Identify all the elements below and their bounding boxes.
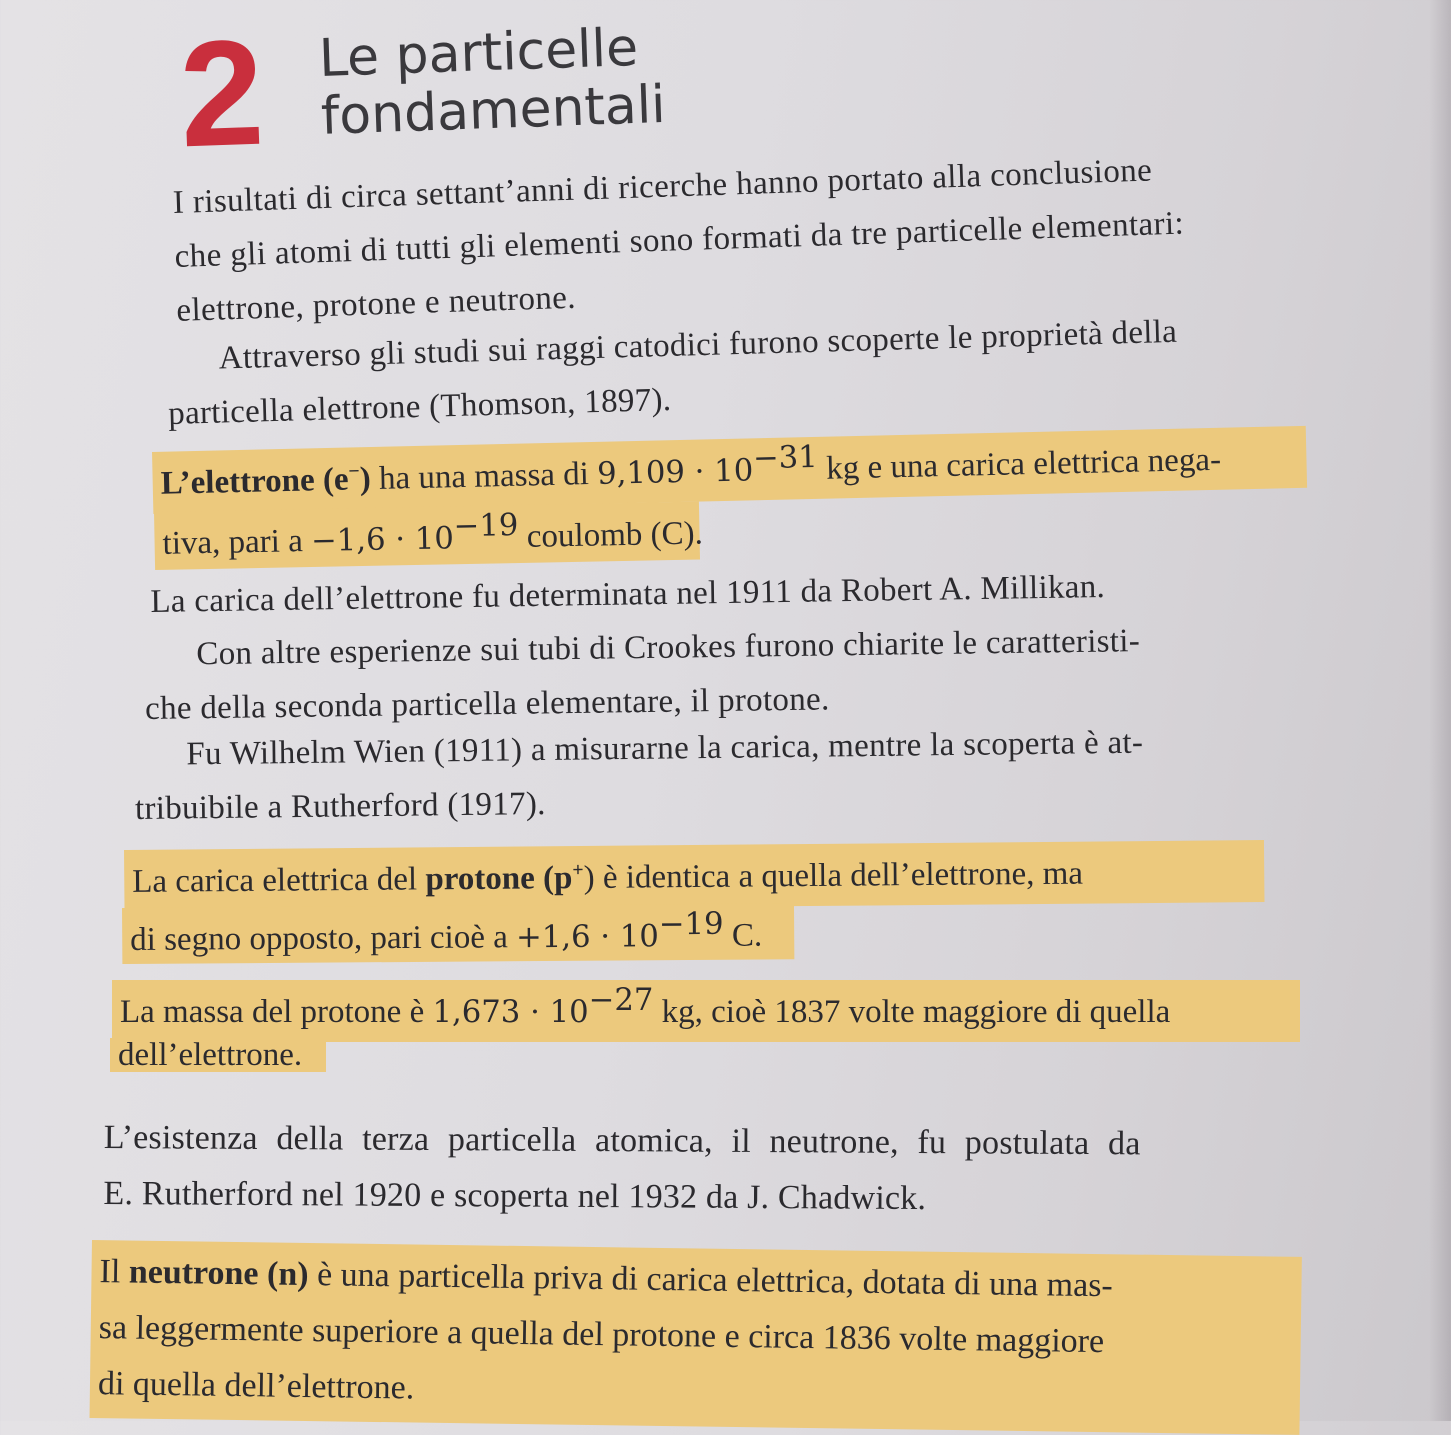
paragraph-wien bbox=[134, 716, 1144, 836]
paragraph-line: Fu Wilhelm Wien (1911) a misurarne la carica, mentre la scoperta è at- bbox=[186, 724, 1144, 773]
paragraph-line: che gli atomi di tutti gli elementi sono formati da tre particelle elementari: bbox=[174, 205, 1185, 275]
highlight-text: kg e una carica elettrica nega- bbox=[817, 441, 1222, 487]
proton-charge: +1,6 · 10 bbox=[515, 919, 660, 956]
symbol-electron-close: ) bbox=[359, 461, 372, 498]
highlight-text: coulomb (C). bbox=[518, 515, 704, 556]
highlight-line bbox=[120, 983, 1292, 1042]
highlight-line bbox=[130, 906, 786, 970]
highlight-line bbox=[160, 432, 1299, 514]
paragraph-line: La carica dell’elettrone fu determinata nel 1911 da Robert A. Millikan. bbox=[150, 569, 1106, 620]
symbol-electron-sup: − bbox=[348, 460, 360, 483]
symbol-proton-sup: + bbox=[572, 858, 584, 882]
highlight-protone-massa-line-2 bbox=[110, 1038, 326, 1072]
electron-charge: −1,6 · 10 bbox=[310, 521, 455, 559]
highlight-text: ha una massa di bbox=[370, 455, 598, 498]
paragraph-line: elettrone, protone e neutrone. bbox=[175, 279, 577, 329]
paragraph-line: Attraverso gli studi sui raggi catodici furono scoperte le proprietà della bbox=[218, 313, 1178, 377]
highlight-text: Il bbox=[99, 1253, 130, 1291]
symbol-electron: (e bbox=[322, 461, 349, 499]
section-title-line-2: fondamentali bbox=[319, 74, 667, 147]
highlight-protone-carica bbox=[124, 840, 1264, 912]
highlight-text: di segno opposto, pari cioè a bbox=[130, 919, 517, 958]
highlight-line bbox=[162, 508, 704, 574]
highlight-line bbox=[132, 846, 1256, 912]
highlight-text: kg, cioè 1837 volte maggiore di quella bbox=[653, 994, 1171, 1030]
highlight-protone-massa bbox=[112, 980, 1300, 1042]
highlight-text: La carica elettrica del bbox=[132, 861, 426, 900]
electron-mass-exponent: −31 bbox=[752, 439, 819, 477]
proton-charge-exponent: −19 bbox=[658, 906, 724, 943]
section-title bbox=[318, 18, 667, 146]
highlight-text: tiva, pari a bbox=[162, 522, 312, 562]
highlight-text: è una particella priva di carica elettrica, dotata di una mas- bbox=[308, 1256, 1114, 1305]
symbol-proton: (p bbox=[534, 860, 573, 897]
paragraph-line: Con altre esperienze sui tubi di Crookes furono chiarite le caratteristi- bbox=[196, 623, 1141, 673]
section-number: 2 bbox=[177, 7, 267, 179]
section-title-line-1: Le particelle bbox=[317, 17, 640, 89]
highlight-elettrone bbox=[152, 426, 1307, 514]
paragraph-line: I risultati di circa settant’anni di ricerche hanno portato alla conclusione bbox=[172, 152, 1153, 221]
paragraph-line: tribuibile a Rutherford (1917). bbox=[134, 785, 546, 827]
highlight-protone-carica-line-2 bbox=[122, 903, 794, 964]
electron-mass: 9,109 · 10 bbox=[596, 453, 754, 492]
paragraph-line: particella elettrone (Thomson, 1897). bbox=[167, 381, 672, 432]
paragraph-neutrone-intro bbox=[103, 1110, 1140, 1228]
paragraph-line: che della seconda particella elementare, il protone. bbox=[144, 681, 830, 727]
proton-mass: 1,673 · 10 bbox=[432, 995, 589, 1030]
term-elettrone: L’elettrone bbox=[160, 462, 316, 502]
paragraph-line: L’esistenza della terza particella atomica, il neutrone, fu postulata da bbox=[103, 1118, 1141, 1163]
paragraph-line: E. Rutherford nel 1920 e scoperta nel 1932 da J. Chadwick. bbox=[103, 1174, 927, 1218]
highlight-elettrone-line-2 bbox=[154, 502, 704, 570]
highlight-text: C. bbox=[723, 917, 763, 954]
page-edge-shadow bbox=[1429, 0, 1451, 1421]
highlight-line: sa leggermente superiore a quella del protone e circa 1836 volte maggiore bbox=[98, 1309, 1105, 1361]
highlight-line: dell’elettrone. bbox=[118, 1037, 303, 1073]
highlight-text: ) è identica a quella dell’elettrone, ma bbox=[583, 855, 1084, 896]
term-protone: protone bbox=[425, 860, 535, 898]
electron-charge-exponent: −19 bbox=[453, 508, 519, 545]
highlight-neutrone bbox=[90, 1240, 1302, 1435]
term-neutrone: neutrone (n) bbox=[128, 1253, 309, 1294]
highlight-line: di quella dell’elettrone. bbox=[97, 1365, 415, 1407]
highlight-text: La massa del protone è bbox=[120, 994, 433, 1030]
proton-mass-exponent: −27 bbox=[588, 983, 654, 1018]
